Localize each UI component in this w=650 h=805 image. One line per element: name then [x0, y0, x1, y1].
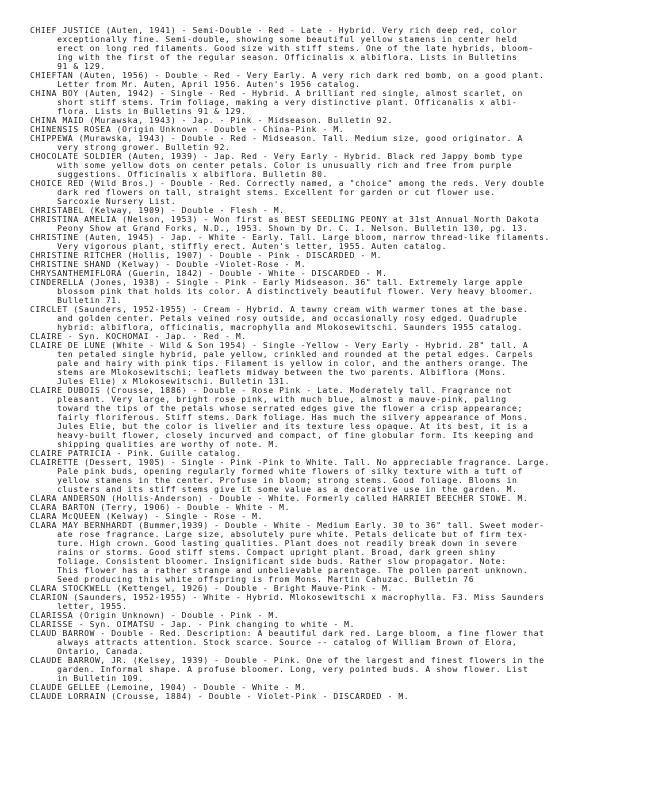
entry-continuation-line: Letter from Mr. Auten, April 1956. Auten's 1956 catalog.	[30, 80, 361, 89]
entry-continuation-line: with some yellow dots on center petals. Color is unusually rich and free from purple	[30, 161, 513, 170]
entry-continuation-line: rains or storms. Good stiff stems. Compact upright plant. Broad, dark green shiny	[30, 548, 496, 557]
entry-continuation-line: stems are Mlokosewitschi; leaflets midway between the two parents. Albiflora (Mons.	[30, 368, 507, 377]
entry-continuation-line: foliage. Consistent bloomer. Insignificant side buds. Rather slow propagator. Note:	[30, 557, 507, 566]
entry-line: CHIPPEWA (Murawska, 1943) - Double - Red - Midseason. Tall. Medium size, good originator. A	[30, 134, 523, 143]
entry-line: CLARA McQUEEN (Kelway) - Single - Rose - M.	[30, 512, 263, 521]
entry-continuation-line: Ontario, Canada.	[30, 647, 144, 656]
entry-continuation-line: shipping qualities are worthy of note. M.	[30, 440, 280, 449]
entry-continuation-line: exceptionally fine. Semi-double, showing some beautiful yellow stamens in center held	[30, 35, 518, 44]
entry-line: CHRISTINA AMELIA (Nelson, 1953) - Won first as BEST SEEDLING PEONY at 31st Annual North Dakota	[30, 215, 540, 224]
entry-line: CHINA BOY (Auten, 1942) - Single - Red - Hybrid. A brilliant red single, almost scarlet, on	[30, 89, 523, 98]
entry-line: CLARION (Saunders, 1952-1955) - White - Hybrid. Mlokosewitschi x macrophylla. F3. Miss Saunders	[30, 593, 545, 602]
entry-continuation-line: short stiff stems. Trim foliage, making a very distinctive plant. Officanalis x albi-	[30, 98, 518, 107]
entry-line: CHRISTINE RITCHER (Hollis, 1907) - Double - Pink - DISCARDED - M.	[30, 251, 383, 260]
entry-line: CLAIRE PATRICIA - Pink. Guille catalog.	[30, 449, 242, 458]
entry-continuation-line: Jules Elie) x Mlokosewitschi. Bulletin 131.	[30, 377, 290, 386]
entry-line: CLAIRE DE LUNE (White - Wild & Son 1954) - Single -Yellow - Very Early - Hybrid. 28" tall. A	[30, 341, 529, 350]
entry-continuation-line: Jules Elie, but the color is livelier and its texture less opaque. At its best, it is a	[30, 422, 529, 431]
entry-line: CIRCLET (Saunders, 1952-1955) - Cream - Hybrid. A tawny cream with warmer tones at the base.	[30, 305, 529, 314]
entry-continuation-line: ing with the first of the regular season. Officinalis x albiflora. Lists in Bulletins	[30, 53, 518, 62]
entry-line: CHRYSANTHEMIFLORA (Guerin, 1842) - Double - White - DISCARDED - M.	[30, 269, 388, 278]
entry-line: CLAUDE BARROW, JR. (Kelsey, 1939) - Double - Pink. One of the largest and finest flowers in the	[30, 656, 545, 665]
entry-continuation-line: This flower has a rather strange and unbelievable parentage. The pollen parent unknown.	[30, 566, 529, 575]
entry-continuation-line: always attracts attention. Stock scarce. Source -- catalog of William Brown of Elora,	[30, 638, 518, 647]
entry-continuation-line: garden. Informal shape. A profuse bloomer. Long, very pointed buds. A show flower. List	[30, 665, 529, 674]
entry-continuation-line: toward the tips of the petals whose serrated edges give the flower a crisp appearance;	[30, 404, 523, 413]
entry-continuation-line: clusters and its stiff stems give it some value as a decorative use in the garden. M.	[30, 485, 518, 494]
entry-continuation-line: blossom pink that holds its color. A distinctively beautiful flower. Very heavy bloomer.	[30, 287, 534, 296]
entry-line: CHRISTABEL (Kelway, 1909) - Double - Flesh - M.	[30, 206, 285, 215]
entry-line: CHRISTINE SHAND (Kelway) - Double -Violet-Rose - M.	[30, 260, 307, 269]
entry-line: CHINA MAID (Murawska, 1943) - Jap. - Pink - Midseason. Bulletin 92.	[30, 116, 393, 125]
entry-line: CLARISSA (Origin Unknown) - Double - Pink - M.	[30, 611, 280, 620]
entry-continuation-line: fairly floriferous. Stiff stems. Dark foliage. Has much the silvery appearance of Mons.	[30, 413, 529, 422]
entry-continuation-line: ten petaled single hybrid, pale yellow, crinkled and rounded at the petal edges. Carpels	[30, 350, 534, 359]
entry-line: CLAUDE GELLEE (Lemoine, 1904) - Double - White - M.	[30, 683, 307, 692]
entry-continuation-line: pleasant. Very large, bright rose pink, with much blue, almost a mauve-pink, paling	[30, 395, 507, 404]
entry-line: CLARA ANDERSON (Hollis-Anderson) - Double - White. Formerly called HARRIET BEECHER STOWE. M.	[30, 494, 529, 503]
entry-continuation-line: erect on long red filaments. Good size with stiff stems. One of the late hybrids, bloom-	[30, 44, 534, 53]
entry-continuation-line: Bulletin 71.	[30, 296, 123, 305]
entry-line: CHOICE RED (Wild Bros.) - Double - Red. Correctly named, a "choice" among the reds. Very double	[30, 179, 545, 188]
entry-line: CHRISTINE (Auten, 1945) - Jap. - White - Early. Tall. Large bloom, narrow thread-like filaments.	[30, 233, 550, 242]
entry-line: CLAIRE DUBOIS (Crousse, 1886) - Double - Rose Pink - Late. Moderately tall. Fragrance not	[30, 386, 513, 395]
entry-continuation-line: 91 & 129.	[30, 62, 106, 71]
entry-continuation-line: ate rose fragrance. Large size, absolutely pure white. Petals delicate but of firm tex-	[30, 530, 529, 539]
entry-continuation-line: pale and hairy with pink tips. Filament is yellow in color, and the anthers orange. The	[30, 359, 529, 368]
entry-continuation-line: flora. Lists in Bulletins 91 & 129.	[30, 107, 247, 116]
entry-continuation-line: and golden center. Petals veined rosy outside, and occasionally rosy edged. Quadruple	[30, 314, 518, 323]
entry-continuation-line: heavy-built flower, closely incurved and compact, of fine globular form. Its keeping and	[30, 431, 534, 440]
peony-entries-list	[30, 26, 650, 701]
entry-line: CLARA STOCKWELL (Kettengel, 1926) - Double - Bright Mauve-Pink - M.	[30, 584, 393, 593]
entry-line: CLARA MAY BERNHARDT (Bummer,1939) - Double - White - Medium Early. 30 to 36" tall. Sweet moder-	[30, 521, 545, 530]
entry-continuation-line: Pale pink buds, opening regularly formed white flowers of silky texture with a tuft of	[30, 467, 523, 476]
entry-line: CHINENSIS ROSEA (Origin Unknown - Double - China-Pink - M.	[30, 125, 345, 134]
entry-line: CHIEF JUSTICE (Auten, 1941) - Semi-Double - Red - Late - Hybrid. Very rich deep red, color	[30, 26, 518, 35]
entry-continuation-line: very strong grower. Bulletin 92.	[30, 143, 231, 152]
entry-line: CINDERELLA (Jones, 1938) - Single - Pink - Early Midseason. 36" tall. Extremely large apple	[30, 278, 523, 287]
entry-line: CLAIRETTE (Dessert, 1905) - Single - Pink -Pink to White. Tall. No appreciable fragrance. Large.	[30, 458, 550, 467]
entry-continuation-line: ture. High crown. Good lasting qualities. Plant does not readily break down in severe	[30, 539, 518, 548]
entry-continuation-line: Peony Show at Grand Forks, N.D., 1953. Shown by Dr. C. I. Nelson. Bulletin 130, pg. 13.	[30, 224, 529, 233]
entry-line: CHIEFTAN (Auten, 1956) - Double - Red - Very Early. A very rich dark red bomb, on a good plant.	[30, 71, 545, 80]
entry-continuation-line: yellow stamens in the center. Profuse in bloom; strong stems. Good foliage. Blooms in	[30, 476, 518, 485]
entry-continuation-line: hybrid: albiflora, officinalis, macrophylla and Mlokosewitschi. Saunders 1955 catalog.	[30, 323, 523, 332]
entry-line: CLAUD BARROW - Double - Red. Description: A beautiful dark red. Large bloom, a fine flower that	[30, 629, 545, 638]
entry-continuation-line: suggestions. Officinalis x albiflora. Bulletin 80.	[30, 170, 328, 179]
entry-continuation-line: Seed producing this white offspring is from Mons. Martin Cahuzac. Bulletin 76	[30, 575, 475, 584]
entry-continuation-line: Very vigorous plant, stiffly erect. Auten's letter, 1955. Auten catalog.	[30, 242, 448, 251]
entry-line: CHOCOLATE SOLDIER (Auten, 1939) - Jap. Red - Very Early - Hybrid. Black red Jappy bomb type	[30, 152, 523, 161]
entry-continuation-line: in Bulletin 109.	[30, 674, 144, 683]
entry-continuation-line: dark red flowers on tall, straight stems. Excellent for garden or cut flower use.	[30, 188, 496, 197]
entry-line: CLARA BARTON (Terry, 1906) - Double - White - M.	[30, 503, 290, 512]
entry-continuation-line: letter, 1955.	[30, 602, 128, 611]
entry-line: CLAUDE LORRAIN (Crousse, 1884) - Double - Violet-Pink - DISCARDED - M.	[30, 692, 410, 701]
entry-line: CLAIRE - Syn. KOCHOMAI - Jap. - Red - M.	[30, 332, 247, 341]
entry-line: CLARISSE - Syn. OIMATSU - Jap. - Pink changing to white - M.	[30, 620, 355, 629]
entry-continuation-line: Sarcoxie Nursery List.	[30, 197, 177, 206]
